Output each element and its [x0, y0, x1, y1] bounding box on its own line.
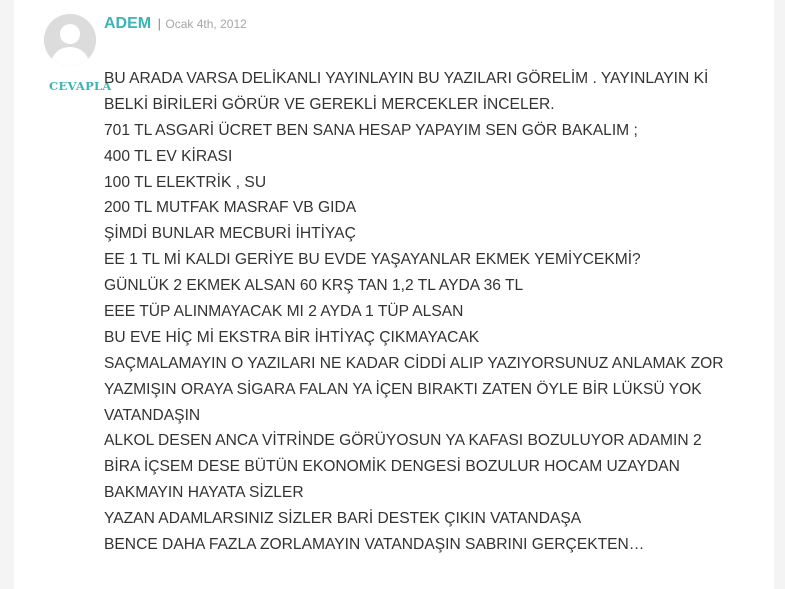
comment-date: Ocak 4th, 2012 [165, 17, 247, 31]
comment-line: BELKİ BİRİLERİ GÖRÜR VE GEREKLİ MERCEKLER İNCELER. [104, 95, 555, 113]
comment-line: BU EVE HİÇ Mİ EKSTRA BİR İHTİYAÇ ÇIKMAYACAK [104, 328, 480, 346]
meta-separator: | [157, 16, 161, 31]
comment-line: 200 TL MUTFAK MASRAF VB GIDA [104, 199, 357, 217]
comment-line: BAKMAYIN HAYATA SİZLER [104, 484, 304, 502]
comment-line: 100 TL ELEKTRİK , SU [104, 173, 267, 191]
comment-line: GÜNLÜK 2 EKMEK ALSAN 60 KRŞ TAN 1,2 TL AYDA 36 TL [104, 277, 524, 295]
reply-link[interactable]: CEVAPLA [49, 79, 112, 93]
default-user-avatar-icon [44, 14, 96, 66]
comment-line: ŞİMDİ BUNLAR MECBURİ İHTİYAÇ [104, 225, 356, 243]
comment-body [104, 66, 764, 558]
comment-meta [104, 15, 247, 33]
comment-line: BU ARADA VARSA DELİKANLI YAYINLAYIN BU YAZILARI GÖRELİM . YAYINLAYIN Kİ [104, 70, 709, 87]
comment-line: EEE TÜP ALINMAYACAK MI 2 AYDA 1 TÜP ALSAN [104, 303, 464, 321]
comment-author[interactable]: ADEM [104, 15, 152, 32]
comment-line: SAÇMALAMAYIN O YAZILARI NE KADAR CİDDİ ALIP YAZIYORSUNUZ ANLAMAK ZOR [104, 354, 724, 372]
comment-line: ALKOL DESEN ANCA VİTRİNDE GÖRÜYOSUN YA KAFASI BOZULUYOR ADAMIN 2 [104, 432, 702, 450]
comment-line: BİRA İÇSEM DESE BÜTÜN EKONOMİK DENGESİ BOZULUR HOCAM UZAYDAN [104, 458, 680, 476]
comment-line: VATANDAŞIN [104, 406, 201, 424]
comment-line: YAZMIŞIN ORAYA SİGARA FALAN YA İÇEN BIRAKTI ZATEN ÖYLE BİR LÜKSÜ YOK [104, 380, 702, 398]
comment-line: BENCE DAHA FAZLA ZORLAMAYIN VATANDAŞIN SABRINI GERÇEKTEN… [104, 536, 645, 554]
comment-line: EE 1 TL Mİ KALDI GERİYE BU EVDE YAŞAYANLAR EKMEK YEMİYCEKMİ? [104, 251, 641, 269]
comment-line: 701 TL ASGARİ ÜCRET BEN SANA HESAP YAPAYIM SEN GÖR BAKALIM ; [104, 121, 638, 139]
comment-line: YAZAN ADAMLARSINIZ SİZLER BARİ DESTEK ÇIKIN VATANDAŞA [104, 510, 582, 528]
comment-line: 400 TL EV KİRASI [104, 147, 233, 165]
